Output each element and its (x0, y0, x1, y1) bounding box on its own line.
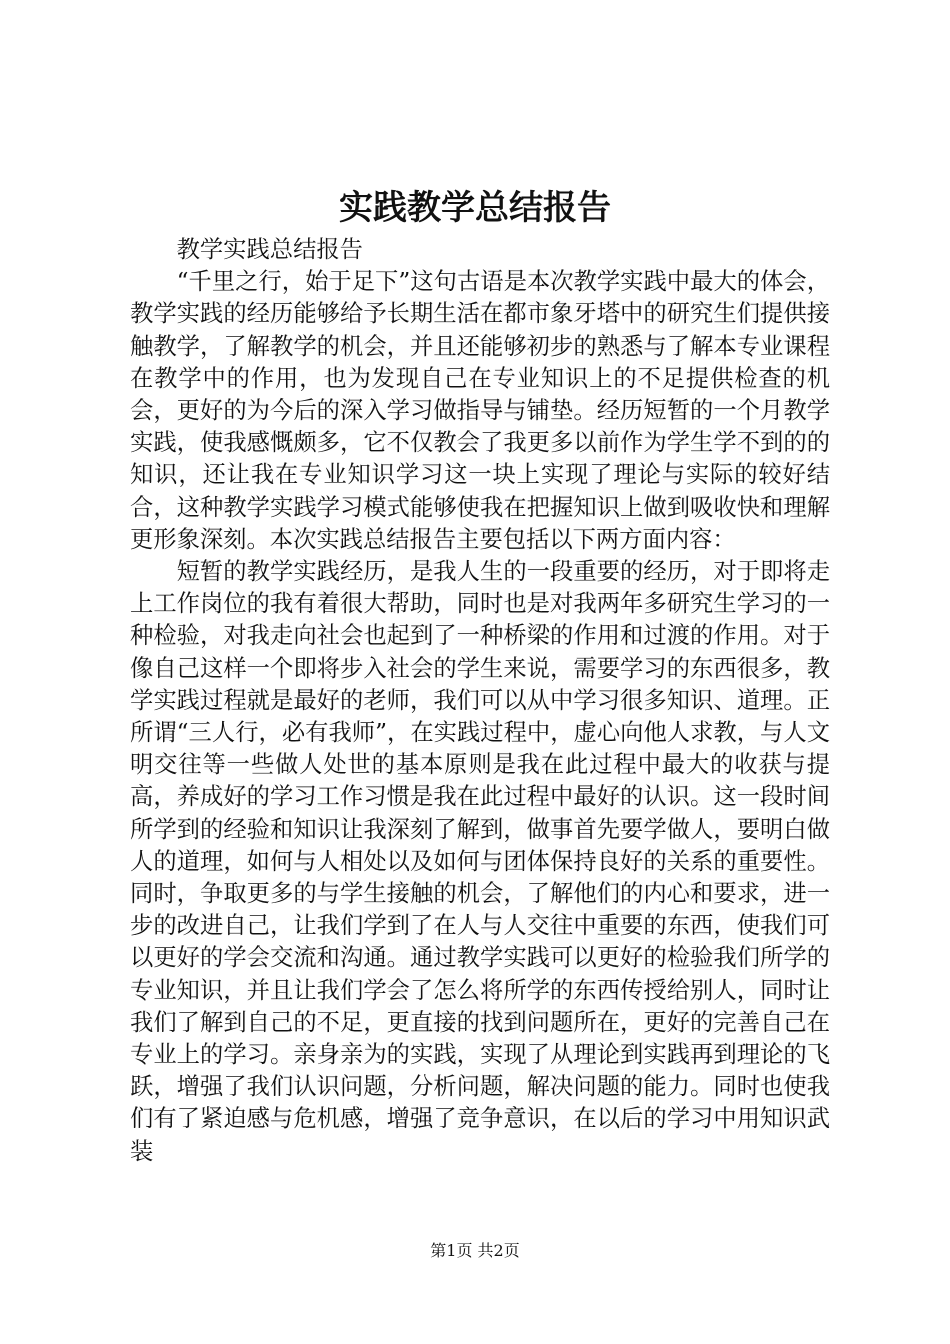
paragraph-experience: 短暂的教学实践经历，是我人生的一段重要的经历，对于即将走上工作岗位的我有着很大帮助，同时也是对我两年多研究生学习的一种检验，对我走向社会也起到了一种桥梁的作用和过渡的作用。对于像自己这样一个即将步入社会的学生来说，需要学习的东西很多，教学实践过程就是最好的老师，我们可以从中学习很多知识、道理。正所谓“三人行，必有我师”，在实践过程中，虚心向他人求教，与人文明交往等一些做人处世的基本原则是我在此过程中最大的收获与提高，养成好的学习工作习惯是我在此过程中最好的认识。这一段时间所学到的经验和知识让我深刻了解到，做事首先要学做人，要明白做人的道理，如何与人相处以及如何与团体保持良好的关系的重要性。同时，争取更多的与学生接触的机会，了解他们的内心和要求，进一步的改进自己，让我们学到了在人与人交往中重要的东西，使我们可以更好的学会交流和沟通。通过教学实践可以更好的检验我们所学的专业知识，并且让我们学会了怎么将所学的东西传授给别人，同时让我们了解到自己的不足，更直接的找到问题所在，更好的完善自己在专业上的学习。亲身亲为的实践，实现了从理论到实践再到理论的飞跃，增强了我们认识问题，分析问题，解决问题的能力。同时也使我们有了紧迫感与危机感，增强了竞争意识，在以后的学习中用知识武装 (130, 558, 830, 1165)
document-body (130, 234, 830, 1168)
page-footer: 第1页 共2页 (430, 1241, 520, 1260)
document-title: 实践教学总结报告 (339, 188, 611, 228)
paragraph-subtitle: 教学实践总结报告 (176, 236, 363, 263)
paragraph-intro: “千里之行，始于足下”这句古语是本次教学实践中最大的体会，教学实践的经历能够给予长期生活在都市象牙塔中的研究生们提供接触教学，了解教学的机会，并且还能够初步的熟悉与了解本专业课程在教学中的作用，也为发现自己在专业知识上的不足提供检查的机会，更好的为今后的深入学习做指导与铺垫。经历短暂的一个月教学实践，使我感慨颇多，它不仅教会了我更多以前作为学生学不到的的知识，还让我在专业知识学习这一块上实现了理论与实际的较好结合，这种教学实践学习模式能够使我在把握知识上做到吸收快和理解更形象深刻。本次实践总结报告主要包括以下两方面内容： (130, 268, 830, 553)
